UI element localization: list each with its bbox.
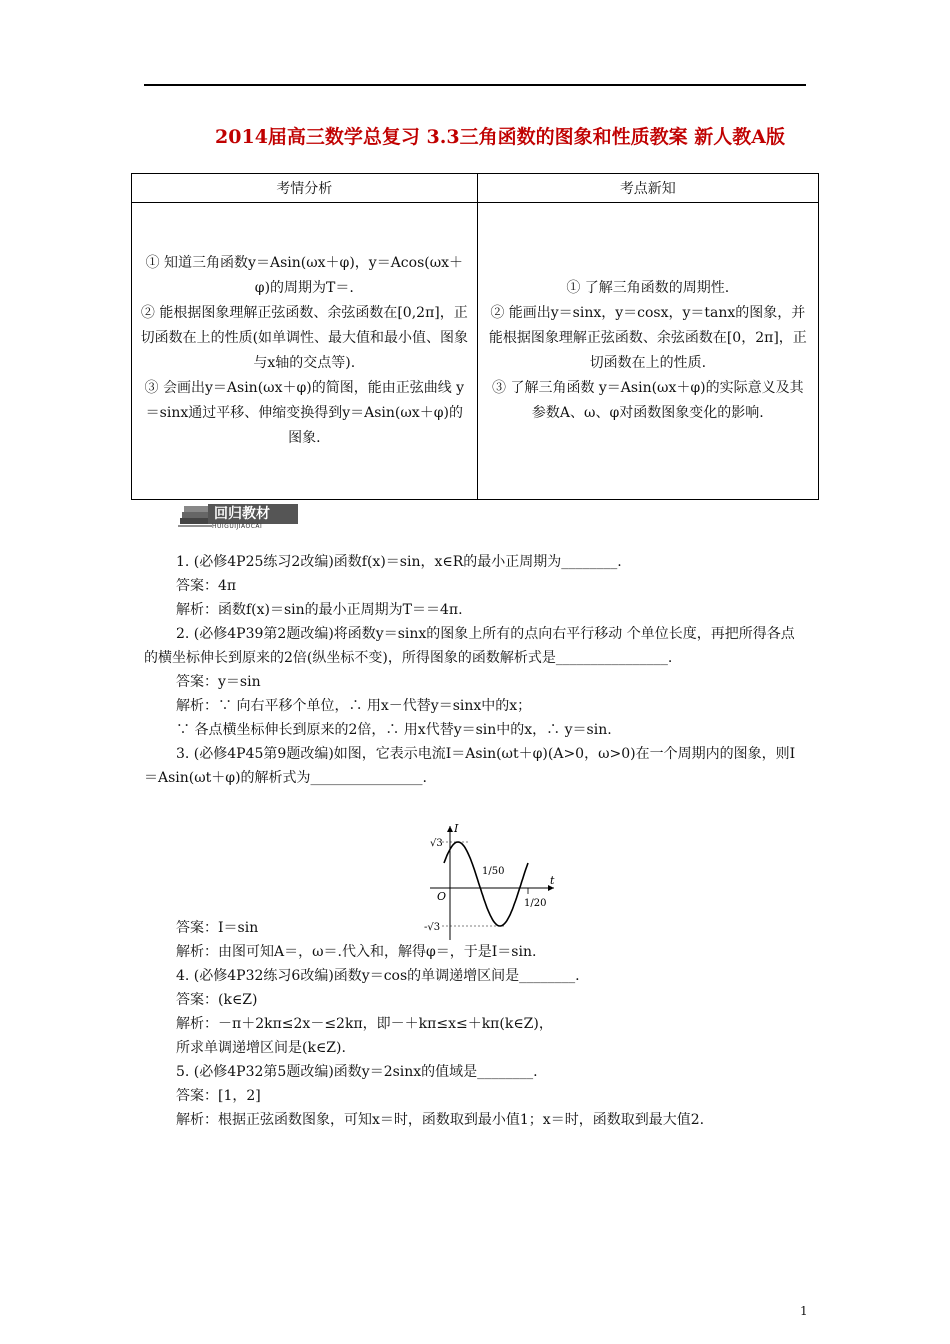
objectives-table [131,173,819,500]
max-label: √3 [430,838,443,849]
text-line: 答案：4π [176,578,237,594]
origin-label: O [437,890,447,903]
text-line: 解析：－π＋2kπ≤2x－≤2kπ，即－＋kπ≤x≤＋kπ(k∈Z)， [176,1016,553,1032]
page-number: 1 [800,1304,808,1318]
text-line: 所求单调递增区间是(k∈Z). [176,1040,346,1056]
text-line: 3. (必修4P45第9题改编)如图，它表示电流I＝Asin(ωt＋φ)(A>0，ω>0)在一个周期内的图象，则I＝Asin(ωt＋φ)的解析式为________________. [144,746,796,786]
text-line: 解析：根据正弦函数图象，可知x＝时，函数取到最小值1；x＝时，函数取到最大值2. [176,1112,705,1128]
min-label: -√3 [424,922,441,933]
knowledge-item: ② 能画出y＝sinx，y＝cosx，y＝tanx的图象，并能根据图象理解正弦函数、余弦函数在[0，2π]，正切函数在上的性质. [488,305,807,371]
table-cell-knowledge [477,203,818,500]
text-line: 2. (必修4P39第2题改编)将函数y＝sinx的图象上所有的点向右平行移动 个单位长度，再把所得各点的横坐标伸长到原来的2倍(纵坐标不变)，所得图象的函数解析式是________________. [144,626,795,666]
text-line: 解析：∵ 向右平移个单位，∴ 用x－代替y＝sinx中的x； [176,698,532,714]
text-line: 4. (必修4P32练习6改编)函数y＝cos的单调递增区间是________. [176,968,580,984]
exercise-block-2 [144,916,808,1132]
current-graph [422,822,562,942]
knowledge-text [486,276,810,426]
sine-curve [444,842,528,926]
exercise-block-1 [144,550,808,790]
text-line: 5. (必修4P32第5题改编)函数y＝2sinx的值域是________. [176,1064,538,1080]
analysis-item: ① 知道三角函数y＝Asin(ωx＋φ)，y＝Acos(ωx＋φ)的周期为T＝. [145,255,464,296]
text-line: 答案：I＝sin [176,920,259,936]
text-line: 1. (必修4P25练习2改编)函数f(x)＝sin，x∈R的最小正周期为________. [176,554,622,570]
text-line: 解析：函数f(x)＝sin的最小正周期为T＝＝4π. [176,602,463,618]
books-icon [178,502,212,528]
section-title: 回归教材 [208,504,298,524]
analysis-text [140,251,469,451]
text-line: 答案：(k∈Z) [176,992,258,1008]
tick-1-50: 1/50 [482,866,505,877]
text-line: 答案：y＝sin [176,674,261,690]
text-line: 答案：[1，2] [176,1088,261,1104]
header-rule [144,84,806,86]
text-line: ∵ 各点横坐标伸长到原来的2倍，∴ 用x代替y＝sin中的x，∴ y＝sin. [176,722,612,738]
analysis-item: ② 能根据图象理解正弦函数、余弦函数在[0,2π]，正切函数在上的性质(如单调性、最大值和最小值、图象与x轴的交点等). [140,305,469,371]
tick-1-20: 1/20 [524,898,547,909]
knowledge-item: ③ 了解三角函数 y＝Asin(ωx＋φ)的实际意义及其参数A、ω、φ对函数图象变化的影响. [492,380,804,421]
x-axis-label: t [550,874,555,887]
table-header-left: 考情分析 [132,174,478,203]
text-line: 解析：由图可知A＝，ω＝.代入和，解得φ＝，于是I＝sin. [176,944,537,960]
analysis-item: ③ 会画出y＝Asin(ωx＋φ)的简图，能由正弦曲线 y＝sinx通过平移、伸缩变换得到y＝Asin(ωx＋φ)的图象. [144,380,465,446]
y-axis-label: I [454,822,459,835]
section-subtitle: HUIGUIJIAOCAI [212,523,263,530]
knowledge-item: ① 了解三角函数的周期性. [566,280,730,296]
page-title: 2014届高三数学总复习 3.3三角函数的图象和性质教案 新人教A版 [215,126,785,148]
section-banner [178,502,298,530]
table-header-right: 考点新知 [477,174,818,203]
table-cell-analysis [132,203,478,500]
